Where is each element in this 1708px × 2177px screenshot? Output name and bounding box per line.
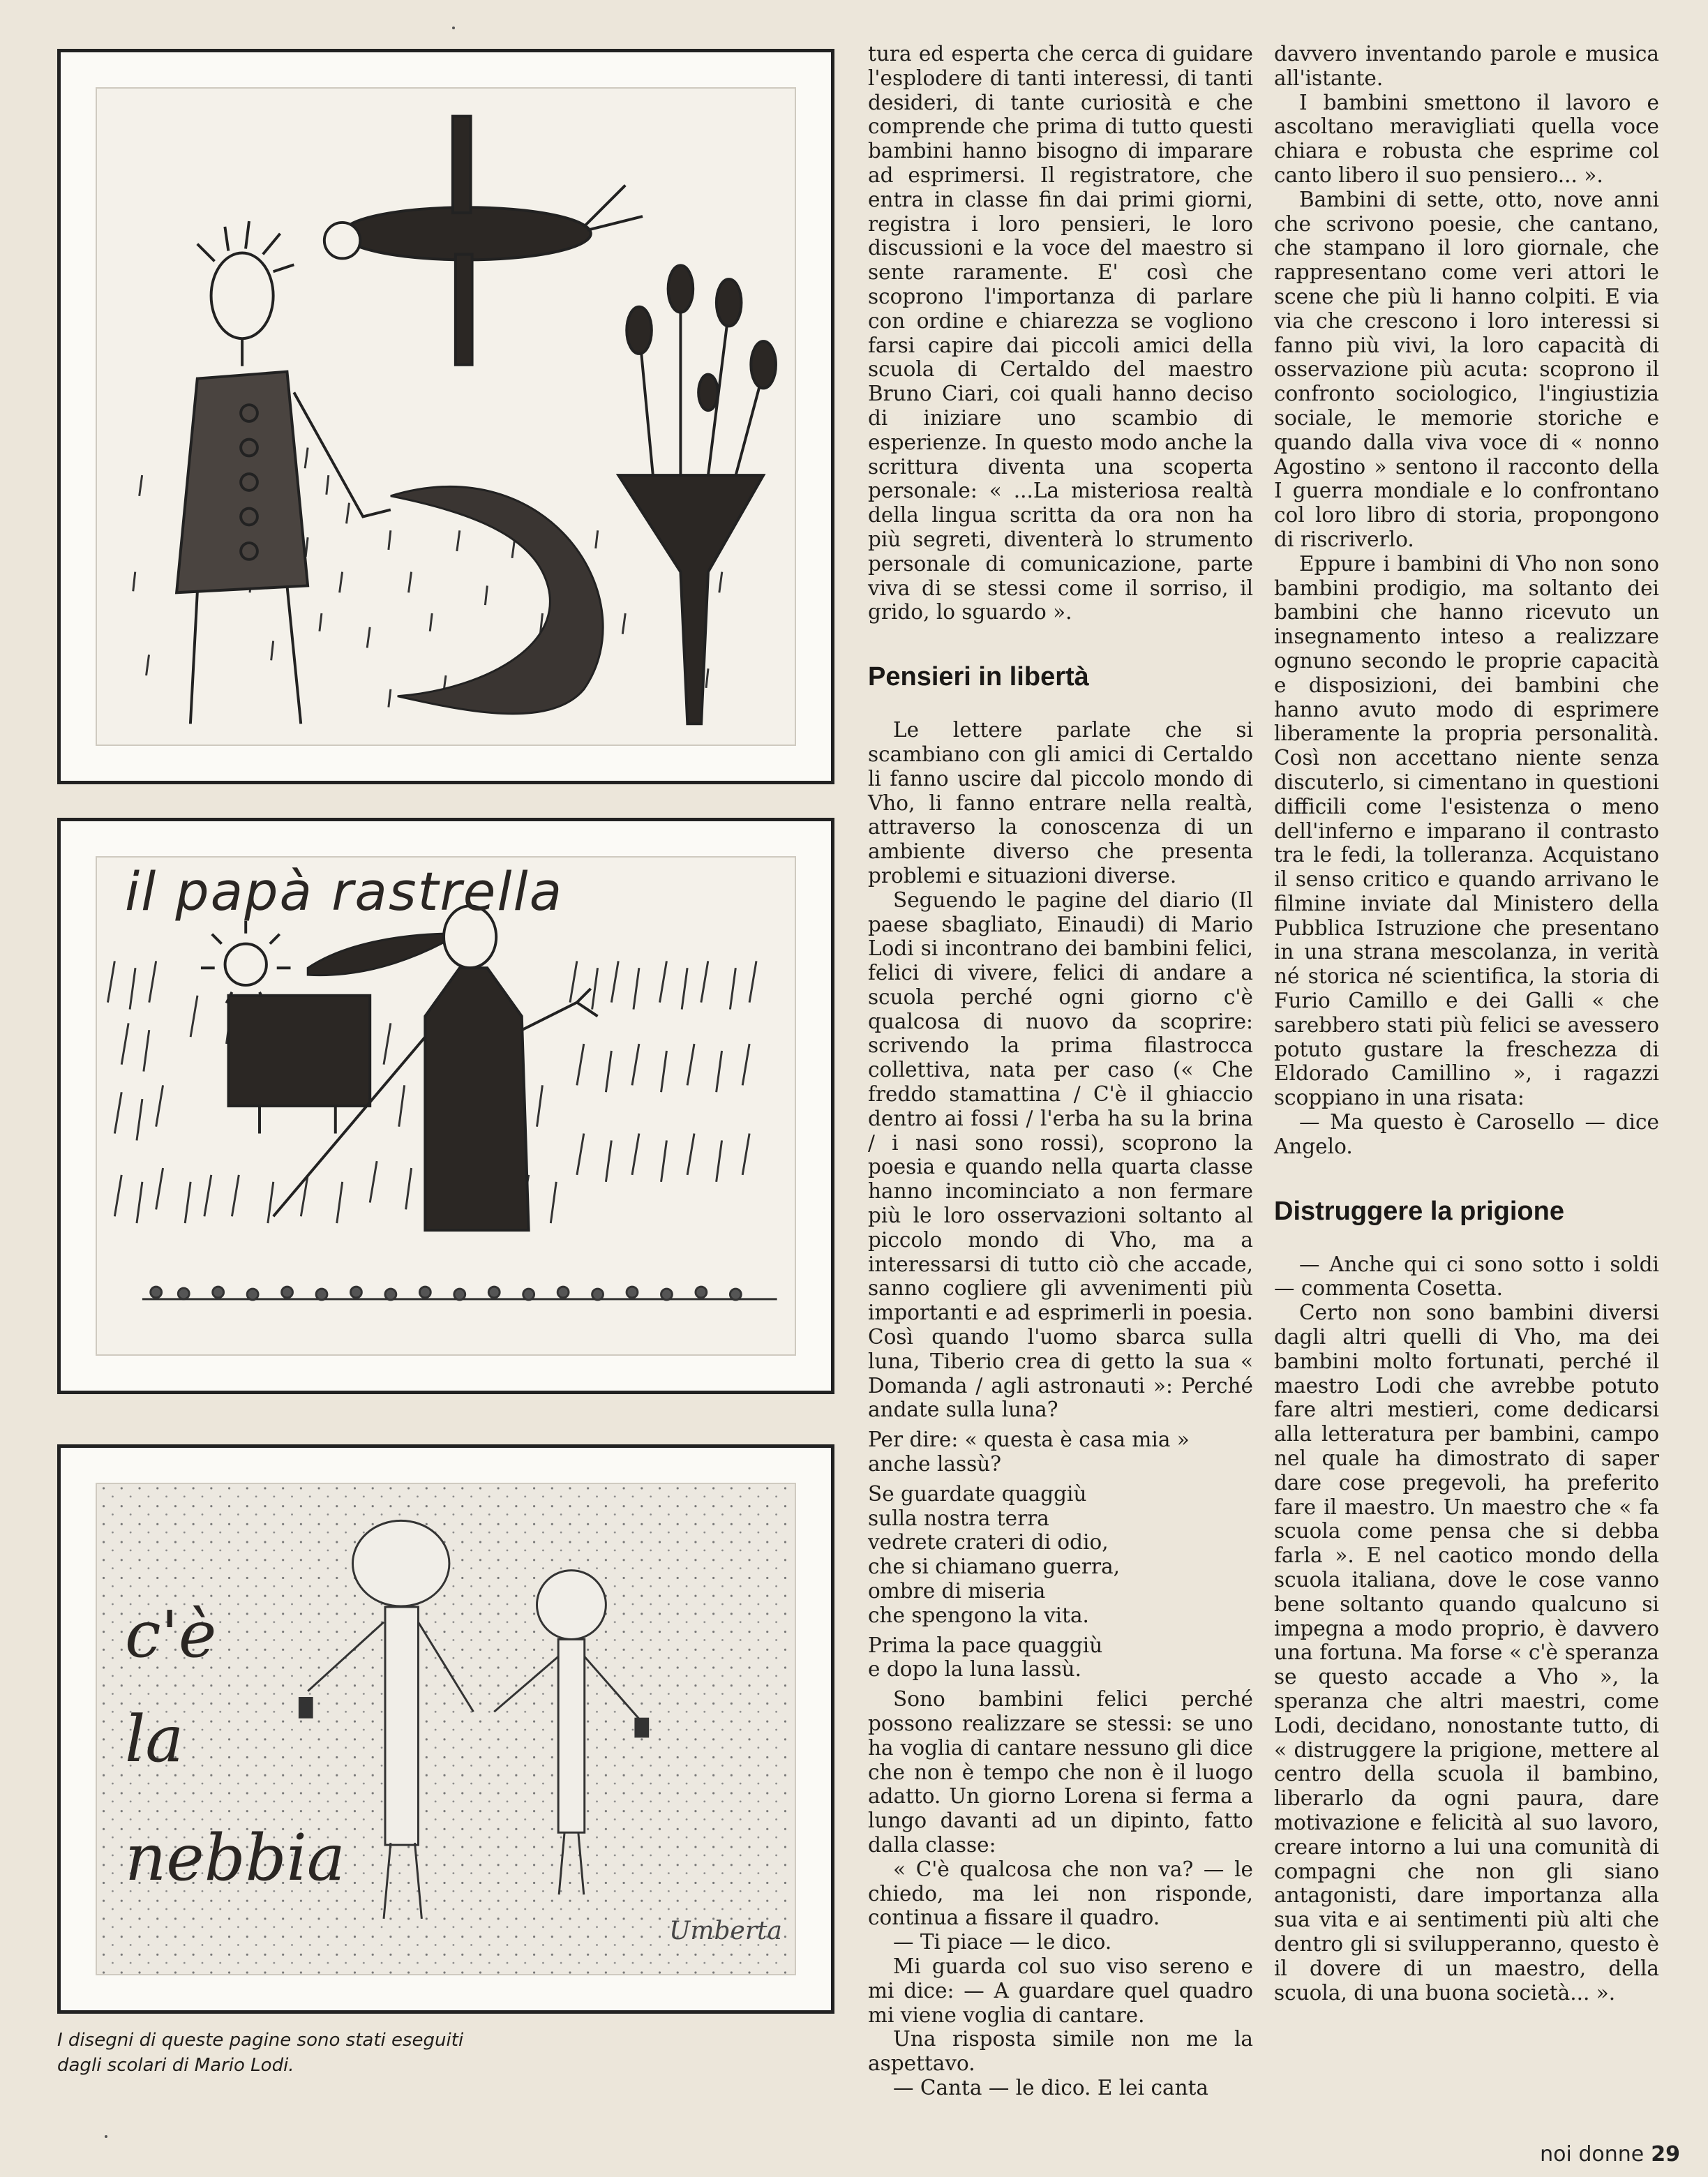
col2-paragraph-7: Certo non sono bambini diversi dagli altri quelli di Vho, ma dei bambini molto fortunati, perché il maestro Lodi che avrebbe potuto fare altri mestieri, come dedicarsi alla letteratura per bambini, campo nel quale ha dimostrato di saper dare cose pregevoli, ha preferito fare il maestro. Un maestro che « fa scuola come pensa che si debba farla ». E nel caotico mondo della scuola italiana, dove le cose vanno bene soltanto quando qualcuno si impegna a modo proprio, è davvero una fortuna. Ma forse « c'è speranza se questo accade a Vho », la speranza che altri maestri, come Lodi, decidano, nonostante tutto, di « distruggere la prigione, mettere al centro della scuola il bambino, liberarlo da ogni paura, dare motivazione e felicità al suo lavoro, creare intorno a lui una comunità di compagni che non gli siano antagonisti, dare importanza alla sua vita e ai sentimenti più alti che dentro gli si svilupperanno, questo è il dovere di un maestro, della scuola, di una buona società... ». xyxy=(1274,1301,1659,2005)
figure-3-frame xyxy=(57,1444,834,2014)
col1-paragraph-3: Seguendo le pagine del diario (Il paese sbagliato, Einaudi) di Mario Lodi si incontrano dei bambini felici, felici di vivere, felici di andare a scuola perché ogni giorno c'è qualcosa di nuovo da scoprire: scrivendo la prima filastrocca collettiva, nata per caso (« Che freddo stamattina / C'è il ghiaccio dentro ai fossi / l'erba ha su la brina / i nasi sono rossi), scoprono la poesia e quando nella quarta classe hanno incominciato a non fermare più le loro osservazioni soltanto al piccolo mondo di Vho, ma a interessarsi di tutto ciò che accade, sanno cogliere gli avvenimenti più importanti e ad esprimerli in poesia. Così quando l'uomo sbarca sulla luna, Tiberio crea di getto la sua « Domanda / agli astronauti »: Perché andate sulla luna? xyxy=(868,888,1253,1422)
poem-line: vedrete crateri di odio, xyxy=(868,1530,1109,1555)
col1-paragraph-4: Sono bambini felici perché possono realizzare se stessi: se uno ha voglia di cantare nessuno gli dice che non è tempo che non è il luogo adatto. Un giorno Lorena si ferma a lungo davanti ad un dipinto, fatto dalla classe: xyxy=(868,1687,1253,1857)
print-mark xyxy=(452,27,455,29)
drawing-1-art xyxy=(97,89,795,745)
heading-pensieri-in-liberta: Pensieri in libertà xyxy=(868,662,1089,692)
article-column-2 xyxy=(1274,42,1659,2005)
page-number: 29 xyxy=(1651,2142,1680,2167)
col2-paragraph-6: — Anche qui ci sono sotto i soldi — commenta Cosetta. xyxy=(1274,1252,1659,1301)
magazine-name: noi donne xyxy=(1540,2142,1645,2167)
poem-line: sulla nostra terra xyxy=(868,1506,1049,1530)
print-mark xyxy=(105,2135,107,2138)
page-footer xyxy=(1540,2142,1680,2167)
poem-line: Per dire: « questa è casa mia » xyxy=(868,1428,1190,1452)
fog-word-3: nebbia xyxy=(125,1820,345,1895)
col2-paragraph-4: Eppure i bambini di Vho non sono bambini prodigio, ma soltanto dei bambini che hanno ricevuto un insegnamento inteso a realizzare ognuno secondo le proprie capacità e disposizioni, dei bambini che hanno avuto modo di esprimere liberamente la propria personalità. Così non accettano niente senza discuterlo, si cimentano in questioni difficili come l'esistenza o meno dell'inferno e imparano il contrasto tra le fedi, la tolleranza. Acquistano il senso critico e quando arrivano le filmine inviate dal Ministero della Pubblica Istruzione che presentano in una strana mescolanza, in verità né storica né scientifica, la storia di Furio Camillo e dei Galli « che sarebbero stati più felici se avessero potuto gustare la freschezza di Eldorado Camillino », i ragazzi scoppiano in una risata: xyxy=(1274,551,1659,1110)
heading-distruggere-la-prigione: Distruggere la prigione xyxy=(1274,1196,1564,1226)
figure-2-frame xyxy=(57,818,834,1394)
drawing-3-art xyxy=(97,1484,795,1974)
poem-verse-1 xyxy=(868,1428,1253,1476)
poem-line: ombre di miseria xyxy=(868,1579,1046,1603)
poem-line: Se guardate quaggiù xyxy=(868,1481,1087,1506)
fog-word-2: la xyxy=(125,1702,184,1776)
col2-paragraph-3: Bambini di sette, otto, nove anni che scrivono poesie, che cantano, che stampano il loro giornale, che rappresentano come veri attori le scene che più li hanno colpiti. E via via che crescono i loro interessi si fanno più vivi, la loro capacità di osservazione più acuta: scoprono il confronto sociologico, l'ingiustizia sociale, le memorie storiche e quando dalla viva voce di « nonno Agostino » sentono il racconto della I guerra mondiale e lo confrontano col loro libro di storia, propongono di riscriverlo. xyxy=(1274,187,1659,551)
col1-paragraph-5: « C'è qualcosa che non va? — le chiedo, ma lei non risponde, continua a fissare il quadro. xyxy=(868,1857,1253,1930)
figure-1-frame xyxy=(57,49,834,784)
child-drawing-fog xyxy=(96,1483,796,1975)
figure-caption: I disegni di queste pagine sono stati eseguiti dagli scolari di Mario Lodi. xyxy=(57,2030,464,2076)
col1-paragraph-8: Una risposta simile non me la aspettavo. xyxy=(868,2027,1253,2076)
drawing-2-art xyxy=(97,858,795,1354)
poem-line: anche lassù? xyxy=(868,1452,1002,1476)
col2-paragraph-5: — Ma questo è Carosello — dice Angelo. xyxy=(1274,1110,1659,1158)
drawing-3-signature: Umberta xyxy=(669,1917,782,1945)
col1-paragraph-2: Le lettere parlate che si scambiano con gli amici di Certaldo li fanno uscire dal piccolo mondo di Vho, li fanno entrare nella realtà, attraverso la conoscenza di un ambiente diverso che presenta problemi e situazioni diverse. xyxy=(868,718,1253,888)
poem-line: Prima la pace quaggiù xyxy=(868,1633,1103,1657)
col1-paragraph-7: Mi guarda col suo viso sereno e mi dice: — A guardare quel quadro mi viene voglia di cantare. xyxy=(868,1954,1253,2027)
poem-line: che spengono la vita. xyxy=(868,1603,1089,1627)
child-drawing-woman-fish xyxy=(96,87,796,746)
drawing-2-title: il papà rastrella xyxy=(125,860,564,922)
col2-paragraph-1: davvero inventando parole e musica all'istante. xyxy=(1274,42,1659,90)
child-drawing-dad-raking xyxy=(96,856,796,1356)
poem-line: che si chiamano guerra, xyxy=(868,1555,1121,1579)
poem-line: e dopo la luna lassù. xyxy=(868,1657,1081,1682)
poem-verse-3 xyxy=(868,1633,1253,1682)
col1-paragraph-6: — Ti piace — le dico. xyxy=(893,1930,1112,1954)
col1-paragraph-1: tura ed esperta che cerca di guidare l'esplodere di tanti interessi, di tanti desideri, di tante curiosità e che comprende che prima di tutto questi bambini hanno bisogno di imparare ad esprimersi. Il registratore, che entra in classe fin dai primi giorni, registra i loro pensieri, le loro discussioni e la voce del maestro si sente raramente. E' così che scoprono l'importanza di parlare con ordine e chiarezza se vogliono farsi capire dai piccoli amici della scuola di Certaldo del maestro Bruno Ciari, coi quali hanno deciso di iniziare uno scambio di esperienze. In questo modo anche la scrittura diventa una scoperta personale: « ...La misteriosa realtà della lingua scritta da ora non ha più segreti, diventerà lo strumento personale di comunicazione, parte viva di se stessi come il sorriso, il grido, lo sguardo ». xyxy=(868,42,1253,624)
fog-word-1: c'è xyxy=(125,1597,217,1672)
article-column-1 xyxy=(868,42,1253,2100)
col1-paragraph-9: — Canta — le dico. E lei canta xyxy=(893,2075,1209,2100)
col2-paragraph-2: I bambini smettono il lavoro e ascoltano meravigliati quella voce chiara e robusta che esprime col canto libero il suo pensiero... ». xyxy=(1274,90,1659,187)
poem-verse-2 xyxy=(868,1482,1253,1628)
